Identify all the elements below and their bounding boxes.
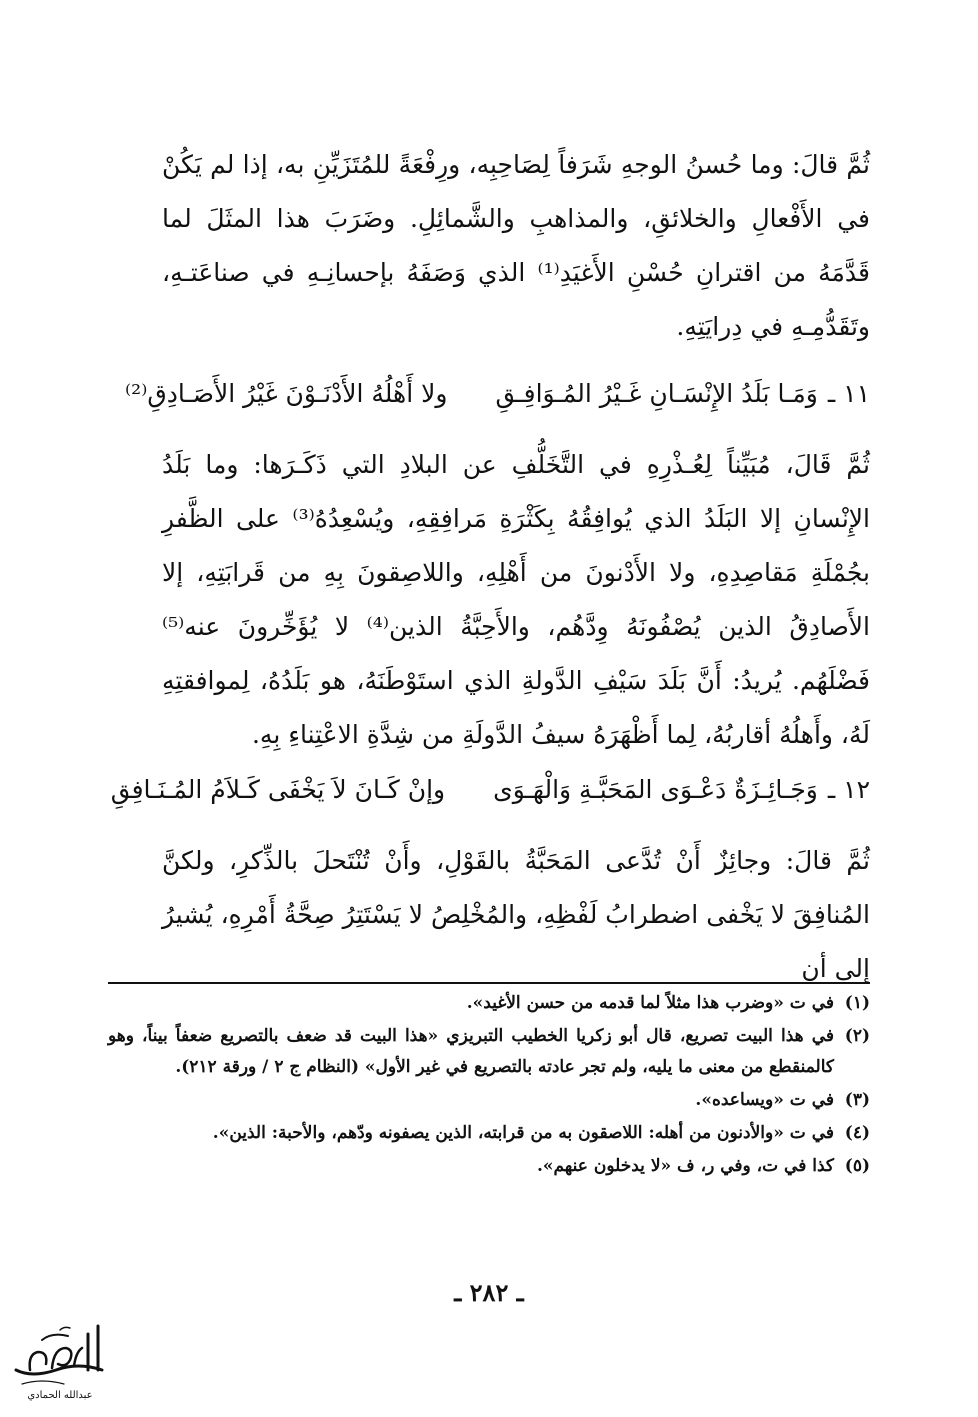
footnote-number: (٥)	[844, 1156, 870, 1176]
footnote-text: في ت «وضرب هذا مثلاً لما قدمه من حسن الأغيد».	[466, 993, 834, 1013]
verse-first-hemistich: وَمَـا بَلَدُ الإِنْسَـانِ غَـيْرُ المُـوَافِـقِ	[495, 379, 818, 408]
footnotes	[108, 988, 870, 1184]
footnote-number: (٤)	[844, 1123, 870, 1143]
verse-first-hemistich: وَجَـائِـزَةٌ دَعْـوَى المَحَبَّـةِ وَالْهَـوَى	[493, 775, 818, 804]
footnote-text: في ت «ويساعده».	[695, 1090, 834, 1110]
footnote-item	[108, 988, 870, 1019]
verse-second-hemistich: ولا أَهْلُهُ الأَدْنَـوْنَ غَيْرُ الأَصَـادِقِ⁽²⁾	[125, 379, 448, 408]
footnote-item	[108, 1118, 870, 1149]
verse-number: ١١ ـ	[827, 379, 870, 408]
footnote-number: (٢)	[844, 1026, 870, 1046]
footnote-text: كذا في ت، وفي ر، ف «لا يدخلون عنهم».	[536, 1156, 834, 1176]
footnote-number: (٣)	[844, 1090, 870, 1110]
footnote-divider	[108, 982, 870, 984]
footnote-number: (١)	[844, 993, 870, 1013]
verse-12	[110, 770, 870, 810]
verse-11	[125, 374, 870, 414]
verse-second-hemistich: وإنْ كَـانَ لاَ يَخْفَى كَـلاَمُ المُـنَـافِقِ	[110, 775, 446, 804]
footnote-text: في ت «والأدنون من أهله: اللاصقون به من قرابته، الذين يصفونه ودّهم، والأحبة: الذين».	[212, 1123, 834, 1143]
footnote-item	[108, 1151, 870, 1182]
commentary-paragraph-1: ثُمَّ قالَ: وما حُسنُ الوجهِ شَرَفاً لِصَاحِبِه، ورِفْعَةً للمُتَزَيِّنِ به، إذا لم يَكُنْ في الأَفْعالِ والخلائقِ، والمذاهبِ والشَّمائِلِ. وضَرَبَ هذا المثَلَ لما قَدَّمَهُ من اقترانِ حُسْنِ الأَغيَدِ⁽¹⁾ الذي وَصَفَهُ بإحسانِـهِ في صناعَتـهِ، وتَقَدُّمِـهِ في دِرايَتِهِ.	[162, 150, 870, 341]
commentary-paragraph-2: ثُمَّ قَالَ، مُبَيِّناً لِعُـذْرِهِ في التَّخَلُّفِ عن البلادِ التي ذَكَـرَها: وما بَلَدُ الإِنْسانِ إلا البَلَدُ الذي يُوافِقُهُ بِكَثْرَةِ مَرافِقِهِ، ويُسْعِدُهُ⁽³⁾ على الظَّفرِ بجُمْلَةِ مَقاصِدِهِ، ولا الأَدْنونَ من أَهْلِهِ، واللاصِقونَ بِهِ من قَرابَتِهِ، إلا الأَصادِقُ الذين يُصْفُونَهُ وِدَّهُم، والأَحِبَّةُ الذين⁽⁴⁾ لا يُؤَخِّرونَ عنه⁽⁵⁾ فَضْلَهُم. يُريدُ: أَنَّ بَلَدَ سَيْفِ الدَّولةِ الذي استَوْطَنَهُ، هو بَلَدُهُ، لِموافقتِهِ لَهُ، وأَهلُهُ أقاربُهُ، لِما أَظْهَرَهُ سيفُ الدَّولَةِ من شِدَّةِ الاعْتِناءِ بِهِ.	[162, 450, 871, 749]
page-number: ـ ٢٨٢ ـ	[454, 1278, 524, 1307]
logo-subtext: عبدالله الحمادي	[27, 1390, 93, 1401]
footnote-text: في هذا البيت تصريع، قال أبو زكريا الخطيب التبريزي «هذا البيت قد ضعف بالتصريع ضعفاً بيناً، وهو كالمنقطع من معنى ما يليه، ولم تجر عادته بالتصريع في غير الأول» (النظام ج ٢ / ورقة ٢١٢).	[108, 1026, 834, 1077]
verse-number: ١٢ ـ	[827, 775, 870, 804]
commentary-paragraph-3: ثُمَّ قالَ: وجائِزٌ أَنْ تُدَّعى المَحَبَّةُ بالقَوْلِ، وأَنْ تُنْتَحلَ بالذِّكرِ، ولكنَّ المُنافِقَ لا يَخْفى اضطرابُ لَفْظِهِ، والمُخْلِصُ لا يَسْتَتِرُ صِحَّةُ أَمْرِهِ، يُشيرُ إلى أن	[162, 846, 870, 983]
footnote-item	[108, 1085, 870, 1116]
calligraphy-logo-icon	[12, 1318, 108, 1404]
footnote-item	[108, 1021, 870, 1083]
